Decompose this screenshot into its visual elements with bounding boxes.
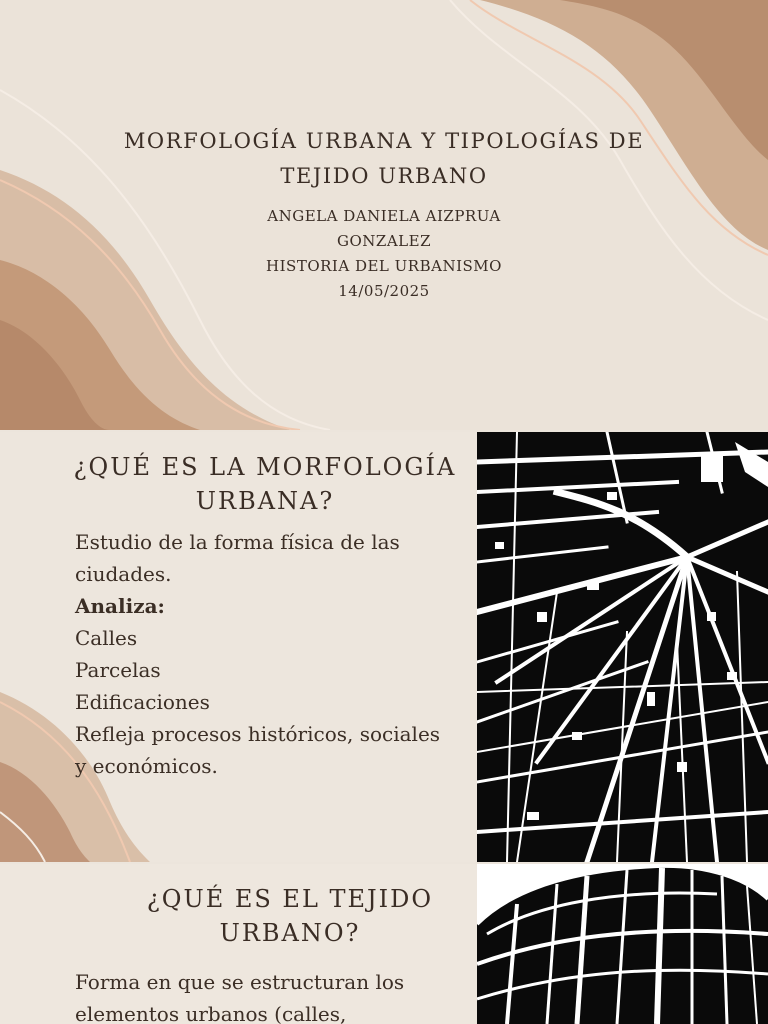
title-line-1: MORFOLOGÍA URBANA Y TIPOLOGÍAS DE [123,129,645,153]
urban-map-grid [477,864,768,1024]
refleja-line-2: y económicos. [75,754,218,778]
slide-tejido [0,864,768,1024]
list-item-calles: Calles [75,626,138,650]
heading-morfologia [60,450,470,518]
author-line-2: GONZALEZ [337,232,431,250]
slide-title [0,0,768,430]
definition-line-1: Forma en que se estructuran los [75,970,405,994]
definition-line-1: Estudio de la forma física de las [75,530,400,554]
heading-line-2: URBANO? [219,919,361,947]
morfologia-content [75,526,465,782]
course-name: HISTORIA DEL URBANISMO [266,257,502,275]
slide-morfologia [0,432,768,862]
heading-line-1: ¿QUÉ ES LA MORFOLOGÍA [73,453,457,481]
heading-line-2: URBANA? [195,487,335,515]
definition-line-2: elementos urbanos (calles, [75,1002,347,1024]
tejido-content [75,966,465,1024]
heading-tejido [90,882,490,950]
list-item-parcelas: Parcelas [75,658,161,682]
urban-map-radial [477,432,768,862]
title-line-2: TEJIDO URBANO [280,164,488,188]
presentation-date: 14/05/2025 [338,282,430,300]
list-item-edificaciones: Edificaciones [75,690,210,714]
heading-line-1: ¿QUÉ ES EL TEJIDO [146,885,434,913]
definition-line-2: ciudades. [75,562,172,586]
refleja-line-1: Refleja procesos históricos, sociales [75,722,441,746]
presentation-title [0,124,768,194]
author-info [0,204,768,304]
author-line-1: ANGELA DANIELA AIZPRUA [267,207,501,225]
analiza-label: Analiza: [75,594,165,618]
